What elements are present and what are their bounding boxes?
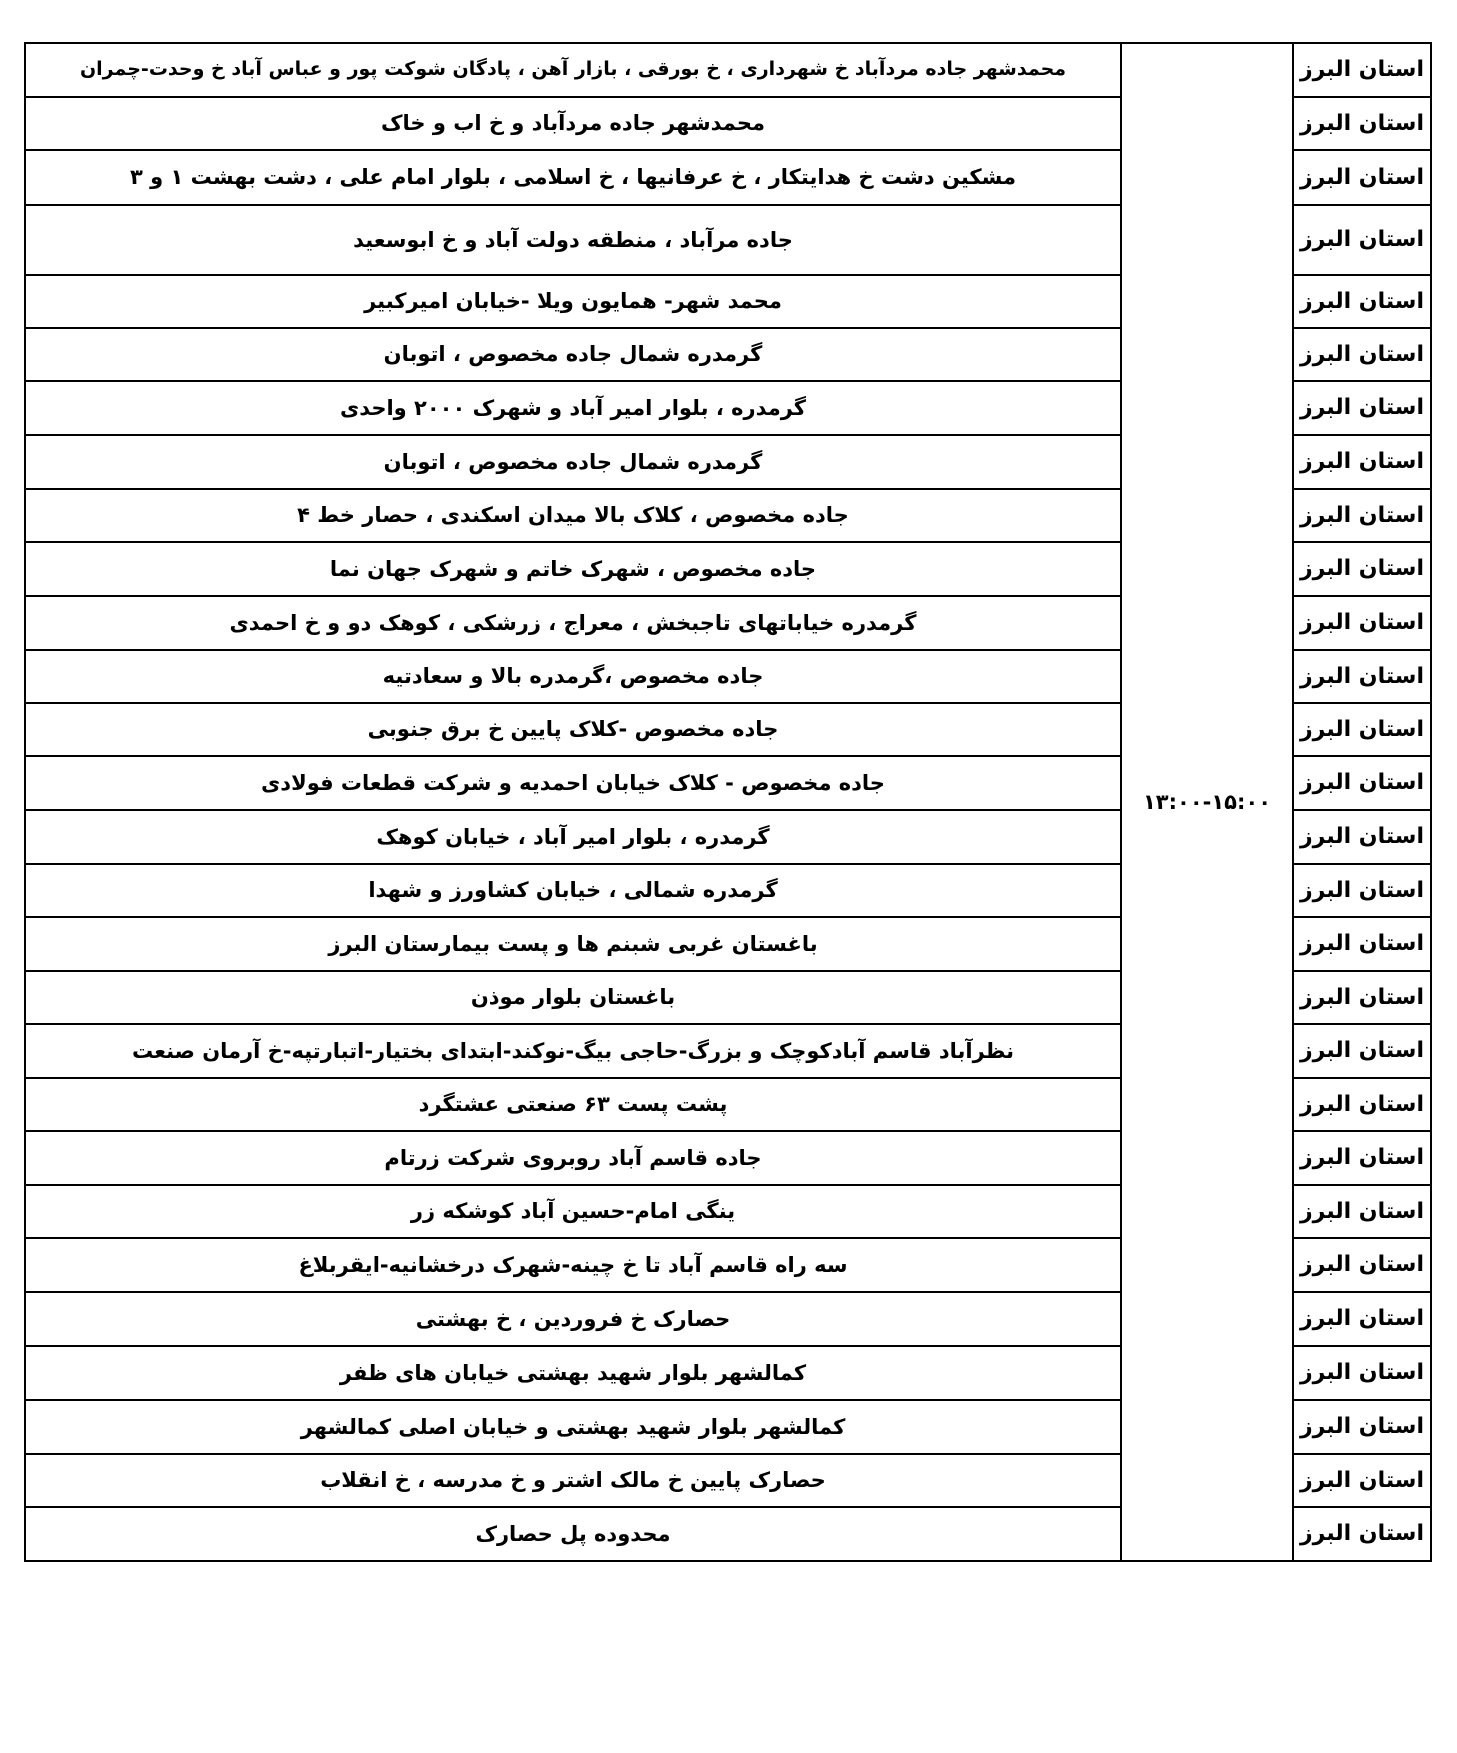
province-cell: استان البرز <box>1293 1507 1431 1561</box>
province-cell: استان البرز <box>1293 596 1431 650</box>
province-cell: استان البرز <box>1293 489 1431 542</box>
province-cell: استان البرز <box>1293 542 1431 596</box>
area-cell: سه راه قاسم آباد تا خ چینه-شهرک درخشانیه-ایقربلاغ <box>25 1238 1121 1292</box>
province-cell: استان البرز <box>1293 756 1431 810</box>
time-range-cell: ۱۳:۰۰-۱۵:۰۰ <box>1121 43 1293 1561</box>
area-cell: جاده مخصوص ، کلاک بالا میدان اسکندی ، حصار خط ۴ <box>25 489 1121 542</box>
province-cell: استان البرز <box>1293 1346 1431 1400</box>
province-cell: استان البرز <box>1293 650 1431 703</box>
area-cell: مشکین دشت خ هدایتکار ، خ عرفانیها ، خ اسلامی ، بلوار امام علی ، دشت بهشت ۱ و ۳ <box>25 150 1121 205</box>
province-cell: استان البرز <box>1293 328 1431 381</box>
province-cell: استان البرز <box>1293 1238 1431 1292</box>
area-cell: نظرآباد قاسم آبادکوچک و بزرگ-حاجی بیگ-نوکند-ابتدای بختیار-اتبارتپه-خ آرمان صنعت <box>25 1024 1121 1078</box>
province-cell: استان البرز <box>1293 1454 1431 1507</box>
province-cell: استان البرز <box>1293 864 1431 917</box>
province-cell: استان البرز <box>1293 703 1431 756</box>
area-cell: جاده مرآباد ، منطقه دولت آباد و خ ابوسعید <box>25 205 1121 275</box>
province-cell: استان البرز <box>1293 1292 1431 1346</box>
area-cell: پشت پست ۶۳ صنعتی عشتگرد <box>25 1078 1121 1131</box>
area-cell: باغستان غربی شبنم ها و پست بیمارستان البرز <box>25 917 1121 971</box>
area-cell: گرمدره شمالی ، خیابان کشاورز و شهدا <box>25 864 1121 917</box>
area-cell: کمالشهر بلوار شهید بهشتی و خیابان اصلی کمالشهر <box>25 1400 1121 1454</box>
province-cell: استان البرز <box>1293 150 1431 205</box>
area-cell: حصارک پایین خ مالک اشتر و خ مدرسه ، خ انقلاب <box>25 1454 1121 1507</box>
area-cell: حصارک خ فروردین ، خ بهشتی <box>25 1292 1121 1346</box>
province-cell: استان البرز <box>1293 1078 1431 1131</box>
province-cell: استان البرز <box>1293 275 1431 328</box>
area-cell: گرمدره ، بلوار امیر آباد ، خیابان کوهک <box>25 810 1121 864</box>
province-cell: استان البرز <box>1293 1131 1431 1185</box>
province-cell: استان البرز <box>1293 1185 1431 1238</box>
area-cell: جاده مخصوص -کلاک پایین خ برق جنوبی <box>25 703 1121 756</box>
area-cell: گرمدره شمال جاده مخصوص ، اتوبان <box>25 435 1121 489</box>
area-cell: ینگی امام-حسین آباد کوشکه زر <box>25 1185 1121 1238</box>
area-cell: کمالشهر بلوار شهید بهشتی خیابان های ظفر <box>25 1346 1121 1400</box>
area-cell: جاده مخصوص - کلاک خیابان احمدیه و شرکت قطعات فولادی <box>25 756 1121 810</box>
area-cell: محمدشهر جاده مردآباد خ شهرداری ، خ بورقی ، بازار آهن ، پادگان شوکت پور و عباس آباد خ وحدت-چمران <box>25 43 1121 97</box>
area-cell: محمد شهر- همایون ویلا -خیابان امیرکبیر <box>25 275 1121 328</box>
province-cell: استان البرز <box>1293 43 1431 97</box>
area-cell: جاده مخصوص ، شهرک خاتم و شهرک جهان نما <box>25 542 1121 596</box>
area-cell: محدوده پل حصارک <box>25 1507 1121 1561</box>
area-cell: گرمدره خیاباتهای تاجبخش ، معراج ، زرشکی ، کوهک دو و خ احمدی <box>25 596 1121 650</box>
province-cell: استان البرز <box>1293 205 1431 275</box>
province-cell: استان البرز <box>1293 971 1431 1024</box>
province-cell: استان البرز <box>1293 917 1431 971</box>
area-cell: گرمدره شمال جاده مخصوص ، اتوبان <box>25 328 1121 381</box>
outage-schedule-table <box>24 42 1432 1562</box>
table-body <box>25 43 1431 1561</box>
province-cell: استان البرز <box>1293 435 1431 489</box>
area-cell: محمدشهر جاده مردآباد و خ اب و خاک <box>25 97 1121 150</box>
area-cell: گرمدره ، بلوار امیر آباد و شهرک ۲۰۰۰ واحدی <box>25 381 1121 435</box>
area-cell: جاده مخصوص ،گرمدره بالا و سعادتیه <box>25 650 1121 703</box>
province-cell: استان البرز <box>1293 810 1431 864</box>
province-cell: استان البرز <box>1293 97 1431 150</box>
table-row <box>25 43 1431 97</box>
area-cell: جاده قاسم آباد روبروی شرکت زرتام <box>25 1131 1121 1185</box>
province-cell: استان البرز <box>1293 381 1431 435</box>
area-cell: باغستان بلوار موذن <box>25 971 1121 1024</box>
province-cell: استان البرز <box>1293 1400 1431 1454</box>
province-cell: استان البرز <box>1293 1024 1431 1078</box>
